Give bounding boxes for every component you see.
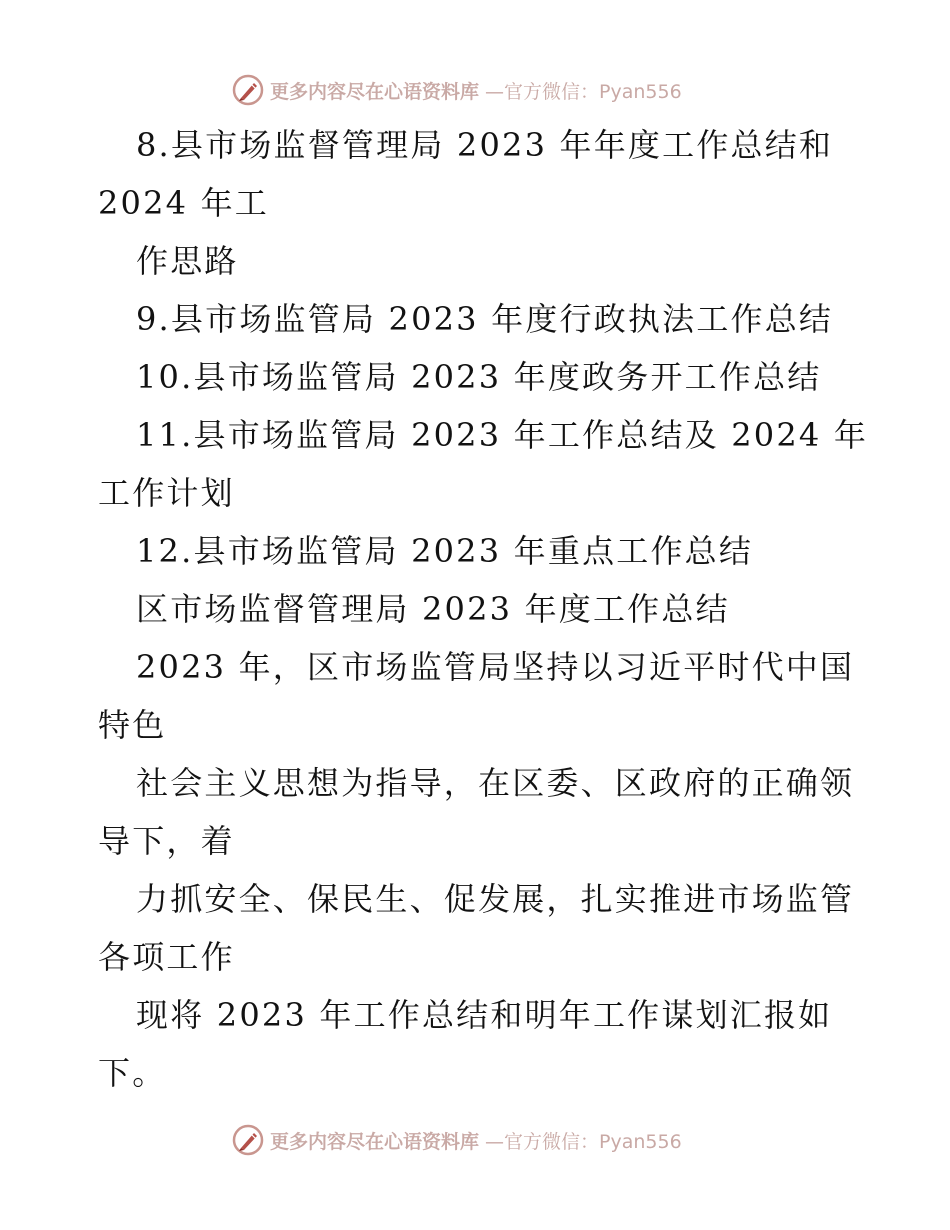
text-line: 力抓安全、保民生、促发展，扎实推进市场监管 — [136, 880, 855, 918]
text-line: 各项工作 — [98, 938, 235, 976]
pen-logo-icon — [232, 74, 264, 106]
banner-contact-text: —官方微信：Pyan556 — [485, 1130, 682, 1153]
text-line: 工作计划 — [98, 474, 235, 512]
text-line: 特色 — [98, 706, 167, 744]
banner-brand-text: 更多内容尽在心语资料库 — [270, 1130, 480, 1153]
pen-logo-icon — [232, 1124, 264, 1156]
text-line: 区市场监督管理局 2023 年度工作总结 — [136, 590, 730, 628]
text-line: 社会主义思想为指导，在区委、区政府的正确领 — [136, 764, 855, 802]
text-line: 下。 — [98, 1054, 167, 1092]
text-line: 10.县市场监管局 2023 年度政务开工作总结 — [136, 358, 822, 396]
banner-contact-text: —官方微信：Pyan556 — [485, 80, 682, 103]
header-watermark — [232, 73, 682, 107]
text-line: 导下，着 — [98, 822, 235, 860]
banner-brand-text: 更多内容尽在心语资料库 — [270, 80, 480, 103]
text-line: 8.县市场监督管理局 2023 年年度工作总结和 — [136, 126, 834, 164]
text-line: 作思路 — [136, 242, 239, 280]
text-line: 9.县市场监管局 2023 年度行政执法工作总结 — [136, 300, 834, 338]
text-line: 现将 2023 年工作总结和明年工作谋划汇报如 — [136, 996, 833, 1034]
text-line: 2024 年工 — [98, 184, 270, 222]
text-line: 12.县市场监管局 2023 年重点工作总结 — [136, 532, 754, 570]
text-line: 2023 年，区市场监管局坚持以习近平时代中国 — [136, 648, 855, 686]
text-line: 11.县市场监管局 2023 年工作总结及 2024 年 — [136, 416, 869, 454]
footer-watermark — [232, 1123, 682, 1157]
